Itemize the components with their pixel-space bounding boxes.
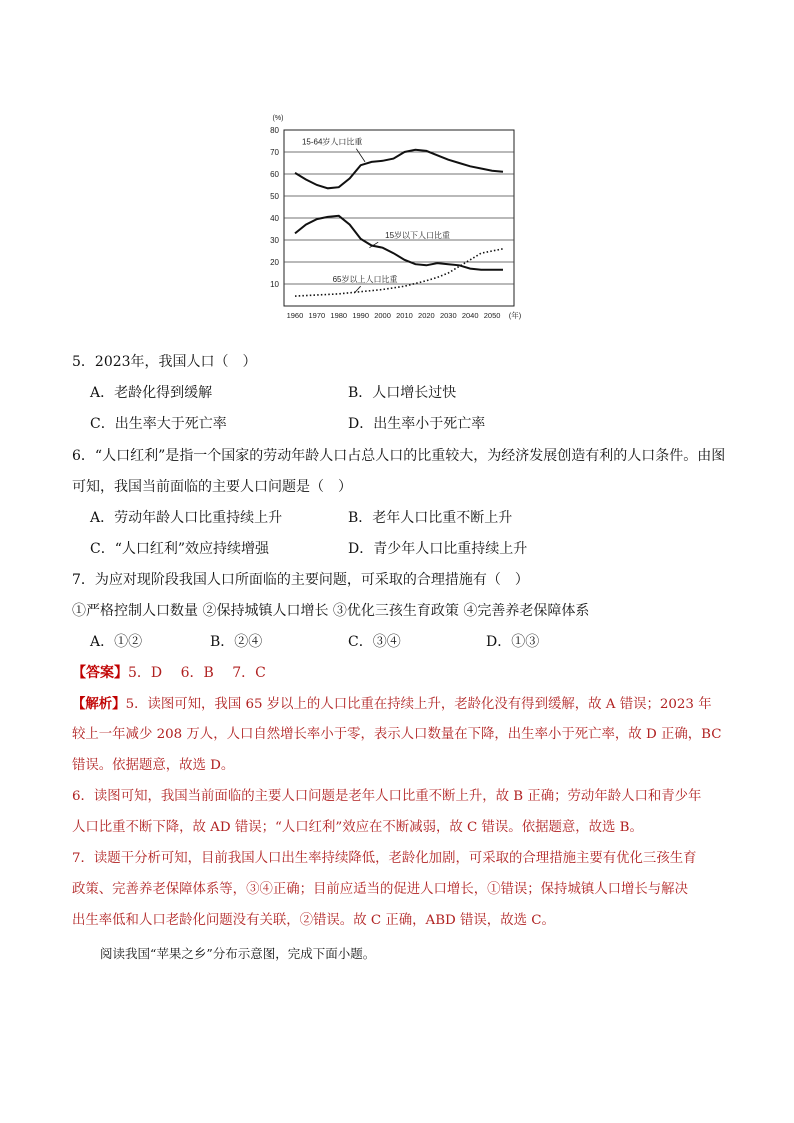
q6-stem-line2: 可知，我国当前面临的主要人口问题是（ ） bbox=[72, 479, 352, 495]
analysis-line-7: 政策、完善养老保障体系等，③④正确；目前应适当的促进人口增长，①错误；保持城镇人口增长与解决 bbox=[72, 882, 688, 897]
q5-option-d[interactable]: D．出生率小于死亡率 bbox=[348, 416, 486, 432]
q5-option-a[interactable]: A．老龄化得到缓解 bbox=[90, 385, 213, 401]
y-tick-label: 50 bbox=[270, 192, 279, 201]
q6-option-a[interactable]: A．劳动年龄人口比重持续上升 bbox=[90, 510, 283, 526]
y-tick-label: 10 bbox=[270, 280, 279, 289]
x-tick-label: 2030 bbox=[439, 311, 457, 320]
analysis-line-4: 6．读图可知，我国当前面临的主要人口问题是老年人口比重不断上升，故 B 正确；劳动年龄人口和青少年 bbox=[72, 789, 702, 804]
q5-option-b[interactable]: B．人口增长过快 bbox=[348, 385, 457, 401]
analysis-text-1: 5．读图可知，我国 65 岁以上的人口比重在持续上升，老龄化没有得到缓解，故 A 错误；2023 年 bbox=[125, 697, 712, 712]
x-tick-label: 2020 bbox=[418, 311, 435, 320]
leader-line bbox=[354, 286, 361, 293]
x-unit-label: (年) bbox=[508, 311, 522, 320]
y-tick-label: 80 bbox=[270, 126, 279, 135]
x-tick-label: 1980 bbox=[330, 311, 348, 320]
answer-line bbox=[72, 663, 266, 683]
x-tick-label: 2040 bbox=[461, 311, 479, 320]
y-tick-label: 30 bbox=[270, 236, 279, 245]
q6-option-c[interactable]: C．“人口红利”效应持续增强 bbox=[90, 541, 270, 557]
population-chart bbox=[252, 108, 542, 330]
q7-option-d[interactable]: D．①③ bbox=[486, 634, 540, 650]
q5-stem: 5．2023年，我国人口（ ） bbox=[72, 354, 257, 370]
q7-measures: ①严格控制人口数量 ②保持城镇人口增长 ③优化三孩生育政策 ④完善养老保障体系 bbox=[72, 603, 590, 619]
y-tick-label: 40 bbox=[270, 214, 279, 223]
q7-option-a[interactable]: A．①② bbox=[90, 634, 143, 650]
analysis-line-5: 人口比重不断下降，故 AD 错误；“人口红利”效应在不断减弱，故 C 错误。依据题意，故选 B。 bbox=[72, 820, 643, 835]
next-section-prompt: 阅读我国“苹果之乡”分布示意图，完成下面小题。 bbox=[100, 946, 376, 961]
x-tick-label: 1990 bbox=[352, 311, 370, 320]
y-tick-label: 70 bbox=[270, 148, 279, 157]
leader-line bbox=[356, 149, 365, 162]
answer-text: 5．D 6．B 7．C bbox=[128, 665, 266, 681]
analysis-line-2: 较上一年减少 208 万人，人口自然增长率小于零，表示人口数量在下降，出生率小于死亡率，故 D 正确，BC bbox=[72, 727, 722, 742]
analysis-line-3: 错误。依据题意，故选 D。 bbox=[72, 758, 235, 773]
series-line-2 bbox=[295, 216, 503, 270]
q6-option-b[interactable]: B．老年人口比重不断上升 bbox=[348, 510, 513, 526]
q7-option-c[interactable]: C．③④ bbox=[348, 634, 401, 650]
x-tick-label: 1970 bbox=[308, 311, 326, 320]
q6-option-d[interactable]: D．青少年人口比重持续上升 bbox=[348, 541, 528, 557]
y-tick-label: 20 bbox=[270, 258, 279, 267]
series-label-under15: 15岁以下人口比重 bbox=[385, 230, 451, 240]
answer-tag: 【答案】 bbox=[72, 665, 128, 681]
x-tick-label: 2010 bbox=[396, 311, 413, 320]
y-unit-label: (%) bbox=[272, 115, 284, 122]
x-tick-label: 2000 bbox=[374, 311, 391, 320]
analysis-tag: 【解析】 bbox=[72, 696, 126, 712]
population-line-chart bbox=[252, 108, 542, 330]
q6-stem-line1: 6．“人口红利”是指一个国家的劳动年龄人口占总人口的比重较大，为经济发展创造有利的人口条件。由图 bbox=[72, 448, 726, 464]
analysis-line-6: 7．读题干分析可知，目前我国人口出生率持续降低，老龄化加剧，可采取的合理措施主要有优化三孩生育 bbox=[72, 851, 697, 866]
x-tick-label: 2050 bbox=[483, 311, 501, 320]
x-tick-label: 1960 bbox=[286, 311, 304, 320]
analysis-line-1 bbox=[72, 694, 712, 715]
y-tick-label: 60 bbox=[270, 170, 279, 179]
series-label-15-64: 15-64岁人口比重 bbox=[301, 137, 363, 147]
analysis-line-8: 出生率低和人口老龄化问题没有关联，②错误。故 C 正确，ABD 错误，故选 C。 bbox=[72, 913, 555, 928]
q7-option-b[interactable]: B．②④ bbox=[210, 634, 263, 650]
q7-stem: 7．为应对现阶段我国人口所面临的主要问题，可采取的合理措施有（ ） bbox=[72, 572, 529, 588]
series-label-over65: 65岁以上人口比重 bbox=[332, 274, 398, 284]
series-line-1 bbox=[295, 150, 503, 189]
q5-option-c[interactable]: C．出生率大于死亡率 bbox=[90, 416, 227, 432]
